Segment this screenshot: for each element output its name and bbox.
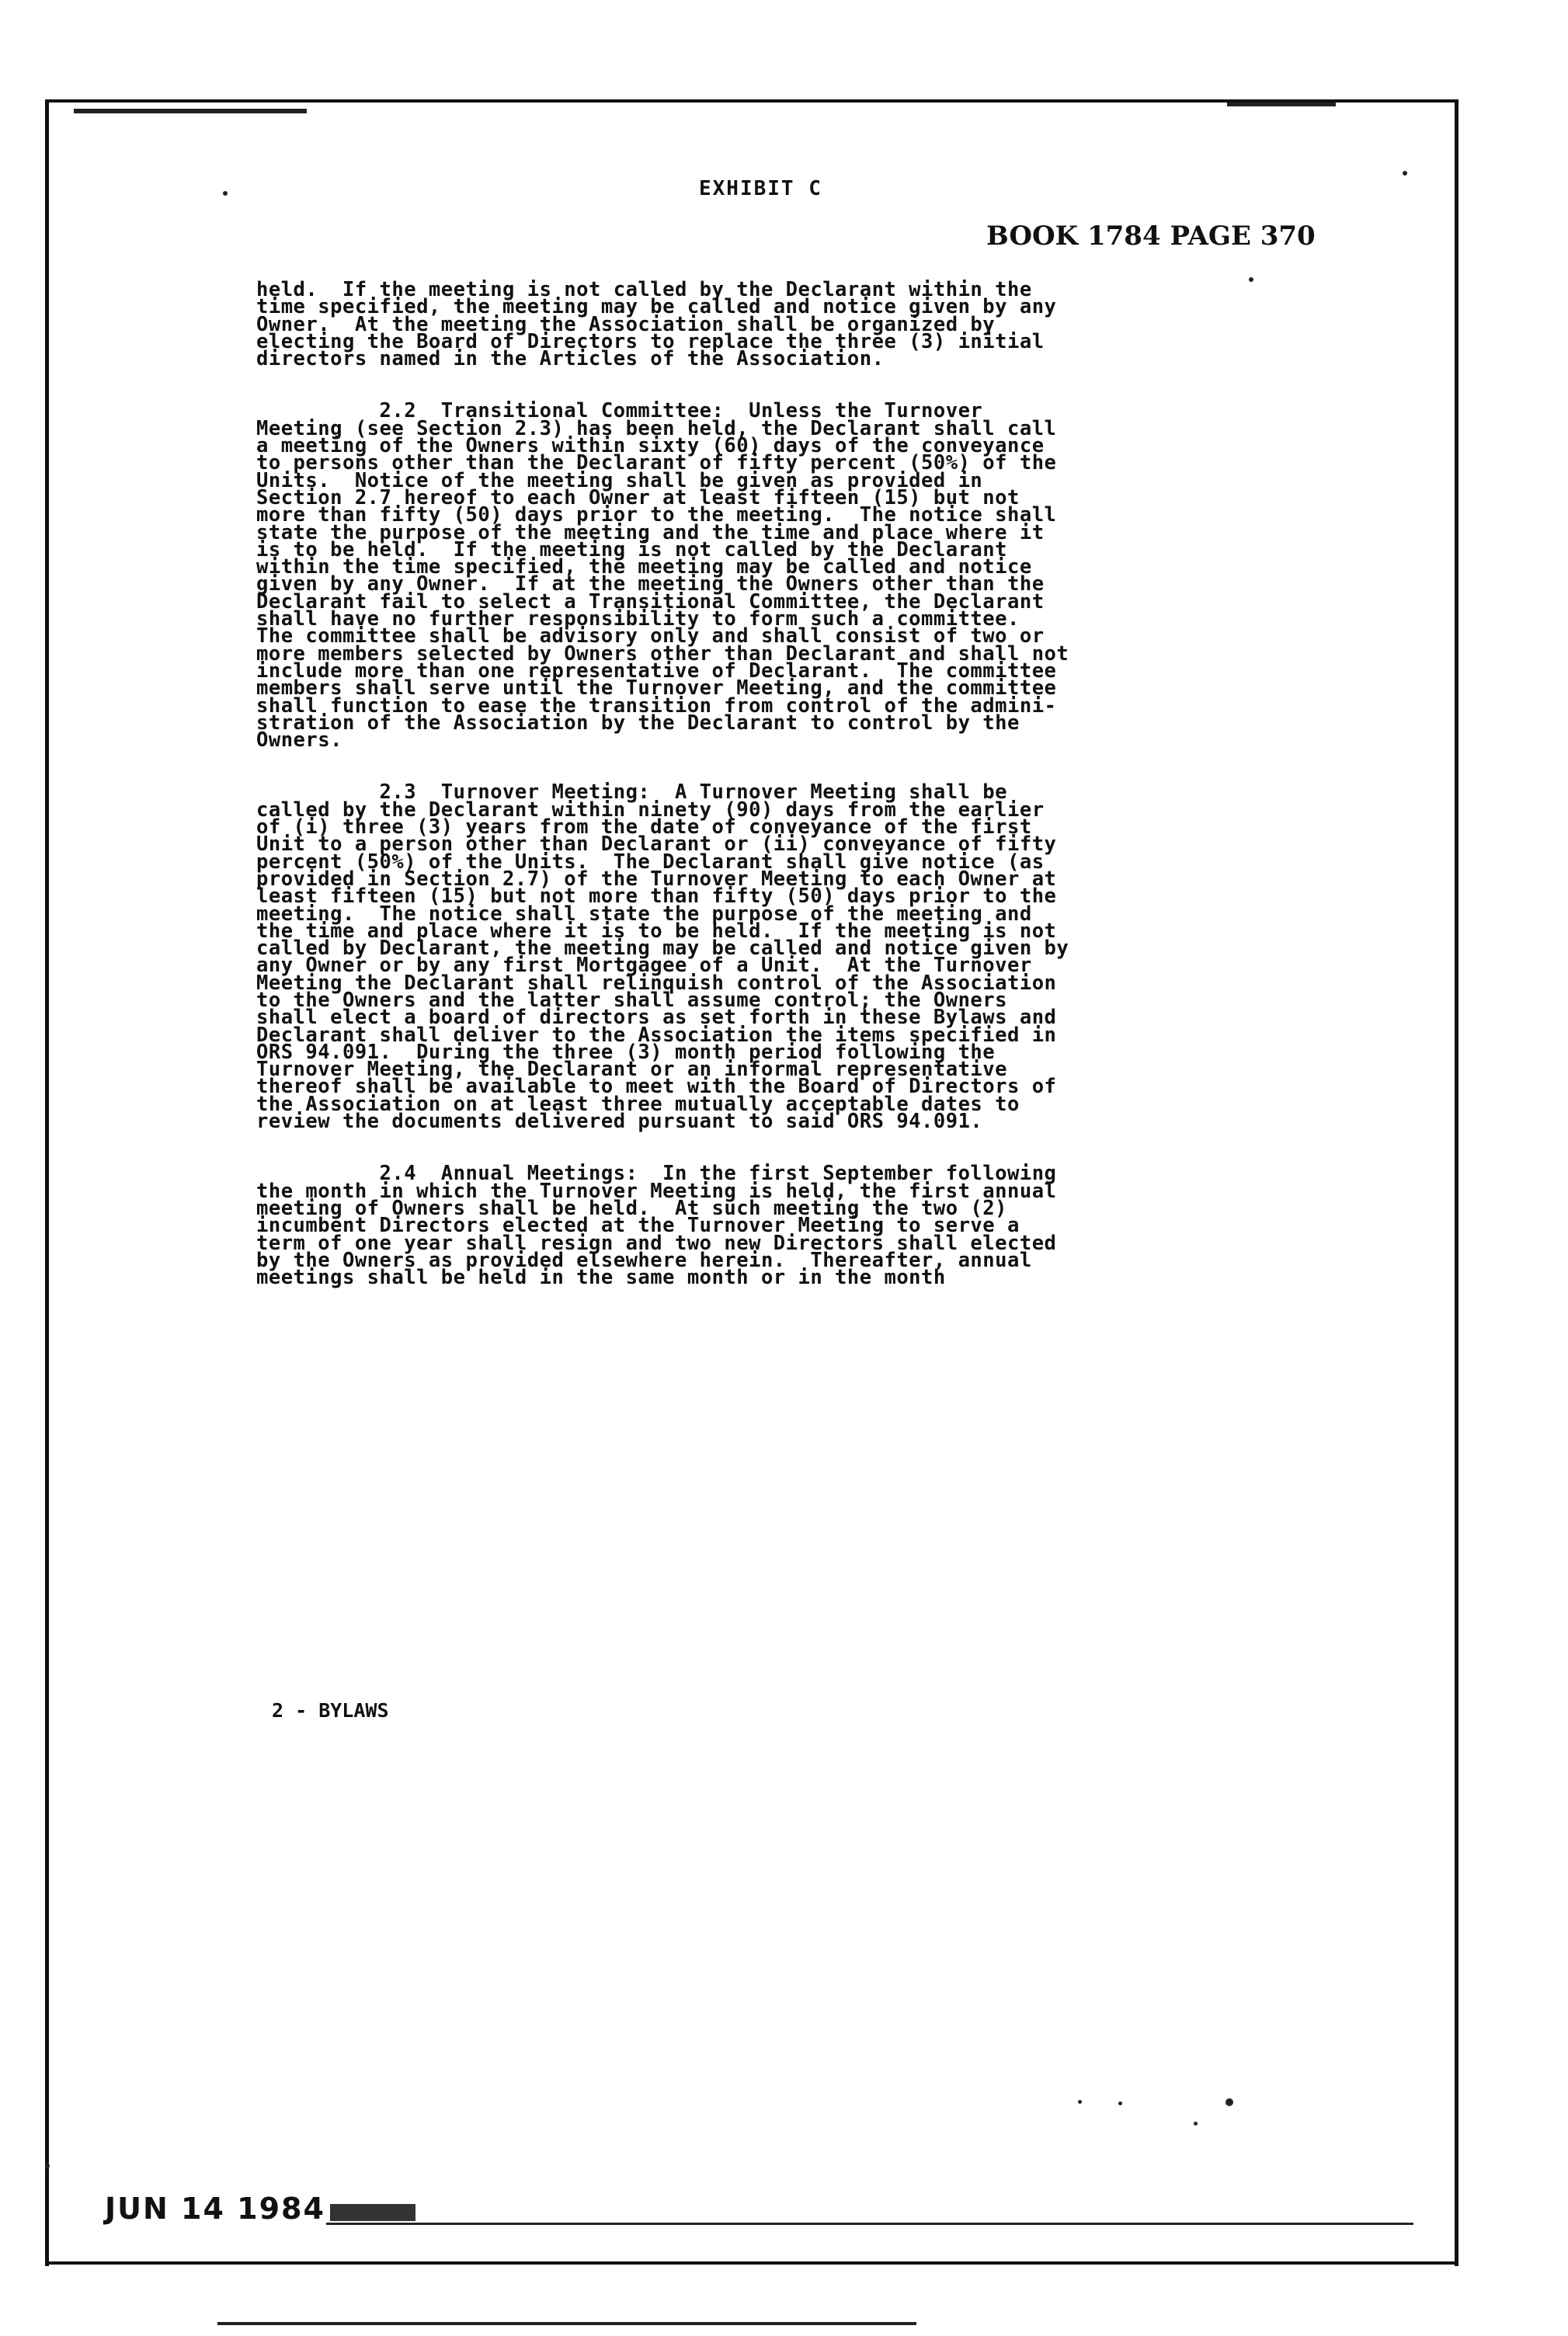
scan-smudge: [74, 109, 307, 113]
text-line: provided in Section 2.7) of the Turnover Meeting to each Owner at: [256, 867, 1057, 891]
text-line: percent (50%) of the Units. The Declarant shall give notice (as: [256, 850, 1045, 874]
text-line: more than fifty (50) days prior to the meeting. The notice shall: [256, 503, 1057, 527]
text-line: shall have no further responsibility to form such a committee.: [256, 607, 1020, 631]
text-line: is to be held. If the meeting is not called by the Declarant: [256, 537, 1007, 561]
text-line: by the Owners as provided elsewhere herein. Thereafter, annual: [256, 1248, 1032, 1272]
text-line: the month in which the Turnover Meeting is held, the first annual: [256, 1179, 1057, 1203]
text-line: within the time specified, the meeting may be called and notice: [256, 555, 1032, 579]
text-line: members shall serve until the Turnover Meeting, and the committee: [256, 676, 1057, 700]
text-line: called by the Declarant within ninety (90) days from the earlier: [256, 798, 1045, 822]
text-line: meeting. The notice shall state the purpose of the meeting and: [256, 902, 1032, 926]
text-line: directors named in the Articles of the Association.: [256, 347, 885, 371]
text-line: Declarant fail to select a Transitional Committee, the Declarant: [256, 589, 1045, 614]
paragraph-gap: [256, 1130, 1266, 1165]
scan-smudge: [217, 2322, 916, 2325]
scan-speck: [223, 191, 228, 196]
text-line: Meeting the Declarant shall relinquish control of the Association: [256, 971, 1057, 995]
text-line: Units. Notice of the meeting shall be given as provided in: [256, 468, 983, 492]
text-line: stration of the Association by the Declarant to control by the: [256, 711, 1020, 735]
text-line: more members selected by Owners other than Declarant and shall not: [256, 641, 1069, 666]
text-line: incumbent Directors elected at the Turnover Meeting to serve a: [256, 1214, 1020, 1238]
paragraph-gap: [256, 749, 1266, 784]
scan-speck: [1118, 2101, 1122, 2105]
scan-speck: [1078, 2100, 1082, 2104]
text-line: Meeting (see Section 2.3) has been held, the Declarant shall call: [256, 416, 1057, 440]
text-line: The committee shall be advisory only and shall consist of two or: [256, 624, 1045, 648]
text-line: meetings shall be held in the same month or in the month: [256, 1266, 946, 1290]
page-border-left: [45, 99, 49, 2266]
text-line: shall function to ease the transition from control of the admini-: [256, 694, 1057, 718]
stamp-smudge: [330, 2204, 415, 2221]
scan-speck: [45, 2164, 50, 2168]
book-page-number: BOOK 1784 PAGE 370: [986, 221, 1316, 252]
text-line: of (i) three (3) years from the date of conveyance of the first: [256, 815, 1032, 840]
text-line: called by Declarant, the meeting may be called and notice given by: [256, 937, 1069, 961]
text-line: given by any Owner. If at the meeting the Owners other than the: [256, 572, 1045, 596]
text-line: the time and place where it is to be held. If the meeting is not: [256, 919, 1057, 943]
text-line: Section 2.7 hereof to each Owner at least fifteen (15) but not: [256, 485, 1020, 509]
text-line: shall elect a board of directors as set forth in these Bylaws and: [256, 1006, 1057, 1030]
text-line: a meeting of the Owners within sixty (60) days of the conveyance: [256, 434, 1045, 458]
scan-speck: [1194, 2122, 1198, 2126]
text-line: least fifteen (15) but not more than fifty (50) days prior to the: [256, 885, 1057, 909]
text-line: review the documents delivered pursuant to said ORS 94.091.: [256, 1110, 983, 1134]
text-line: meeting of Owners shall be held. At such meeting the two (2): [256, 1196, 1007, 1220]
text-line: Declarant shall deliver to the Association the items specified in: [256, 1023, 1057, 1047]
text-line: thereof shall be available to meet with the Board of Directors of: [256, 1075, 1057, 1099]
text-line: to the Owners and the latter shall assume control; the Owners: [256, 988, 1007, 1012]
scan-speck: [1226, 2098, 1233, 2106]
text-line: Owners.: [256, 728, 342, 753]
page-border-bottom: [47, 2261, 1456, 2265]
exhibit-label: EXHIBIT C: [699, 177, 822, 200]
bylaws-body-text: [256, 278, 1266, 1290]
text-line: ORS 94.091. During the three (3) month period following the: [256, 1040, 996, 1064]
page-border-right: [1455, 99, 1458, 2266]
text-line: state the purpose of the meeting and the time and place where it: [256, 520, 1045, 544]
text-line: Unit to a person other than Declarant or (ii) conveyance of fifty: [256, 833, 1057, 857]
text-line: include more than one representative of Declarant. The committee: [256, 659, 1057, 683]
text-line: any Owner or by any first Mortgagee of a Unit. At the Turnover: [256, 954, 1032, 978]
date-stamp: JUN 14 1984: [105, 2192, 325, 2226]
scan-speck: [1403, 171, 1407, 176]
text-line: 2.4 Annual Meetings: In the first September following: [256, 1162, 1057, 1186]
scan-smudge: [326, 2223, 1413, 2225]
paragraph-gap: [256, 367, 1266, 402]
text-line: term of one year shall resign and two new Directors shall elected: [256, 1231, 1057, 1255]
text-line: to persons other than the Declarant of fifty percent (50%) of the: [256, 451, 1057, 475]
text-line: held. If the meeting is not called by the Declarant within the: [256, 278, 1032, 301]
text-line: Turnover Meeting, the Declarant or an informal representative: [256, 1058, 1007, 1082]
text-line: 2.2 Transitional Committee: Unless the Turnover: [256, 399, 983, 423]
scan-smudge: [1227, 103, 1336, 106]
text-line: electing the Board of Directors to replace the three (3) initial: [256, 329, 1045, 353]
page-footer: 2 - BYLAWS: [272, 1699, 389, 1722]
text-line: time specified, the meeting may be called and notice given by any: [256, 295, 1057, 319]
text-line: the Association on at least three mutually acceptable dates to: [256, 1092, 1020, 1116]
text-line: 2.3 Turnover Meeting: A Turnover Meeting shall be: [256, 780, 1007, 805]
text-line: Owner. At the meeting the Association shall be organized by: [256, 312, 996, 336]
